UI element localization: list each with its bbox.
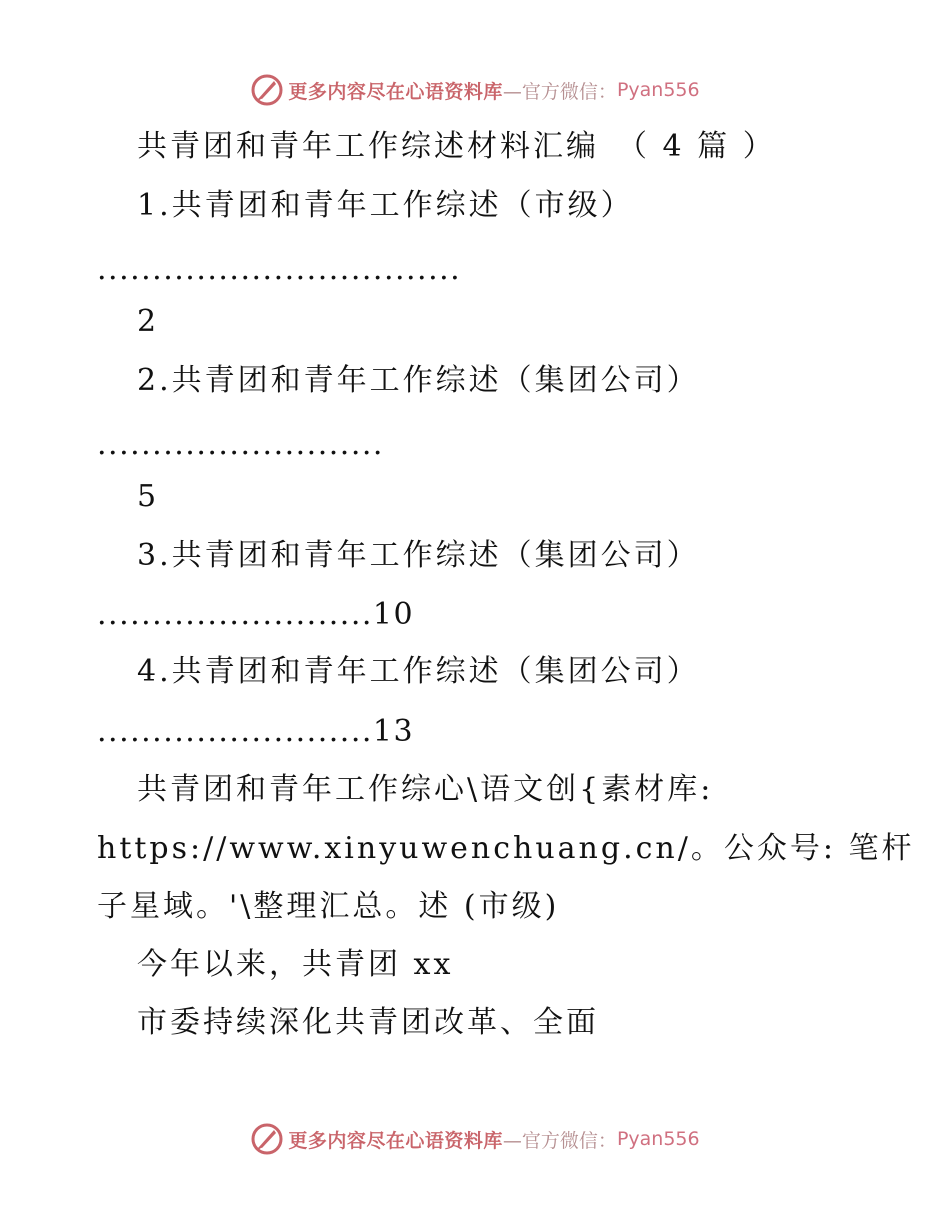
quill-logo-icon	[250, 73, 284, 107]
body-line-4: 今年以来，共青团 xx	[137, 947, 454, 982]
body-line-2: https://www.xinyuwenchuang.cn/。公众号: 笔杆	[97, 831, 915, 866]
toc-entry-4: 4.共青团和青年工作综述（集团公司）	[137, 654, 700, 689]
body-line-1: 共青团和青年工作综心\语文创{素材库:	[137, 772, 714, 807]
toc-entry-2: 2.共青团和青年工作综述（集团公司）	[137, 363, 700, 398]
toc-leader-4: .........................13	[97, 714, 415, 749]
body-line-3: 子星域。'\整理汇总。述 (市级)	[97, 889, 560, 924]
doc-title: 共青团和青年工作综述材料汇编 （ 4 篇 ）	[137, 129, 776, 164]
header-banner	[0, 70, 950, 110]
toc-page-2: 5	[137, 479, 160, 514]
banner-main-text: 更多内容尽在心语资料库	[288, 1129, 503, 1152]
banner-main-text: 更多内容尽在心语资料库	[288, 80, 503, 103]
banner-dash-text: —官方微信：	[502, 80, 617, 103]
toc-entry-1: 1.共青团和青年工作综述（市级）	[137, 188, 634, 223]
toc-leader-2: ..........................	[97, 427, 384, 462]
quill-logo-icon	[250, 1122, 284, 1156]
toc-leader-3: .........................10	[97, 597, 415, 632]
toc-leader-1: .................................	[97, 252, 462, 287]
banner-handle: Pyan556	[616, 1128, 700, 1150]
toc-entry-3: 3.共青团和青年工作综述（集团公司）	[137, 538, 700, 573]
toc-page-1: 2	[137, 304, 160, 339]
body-line-5: 市委持续深化共青团改革、全面	[137, 1005, 599, 1040]
banner-handle: Pyan556	[616, 79, 700, 101]
footer-banner	[0, 1119, 950, 1159]
banner-dash-text: —官方微信：	[502, 1129, 617, 1152]
